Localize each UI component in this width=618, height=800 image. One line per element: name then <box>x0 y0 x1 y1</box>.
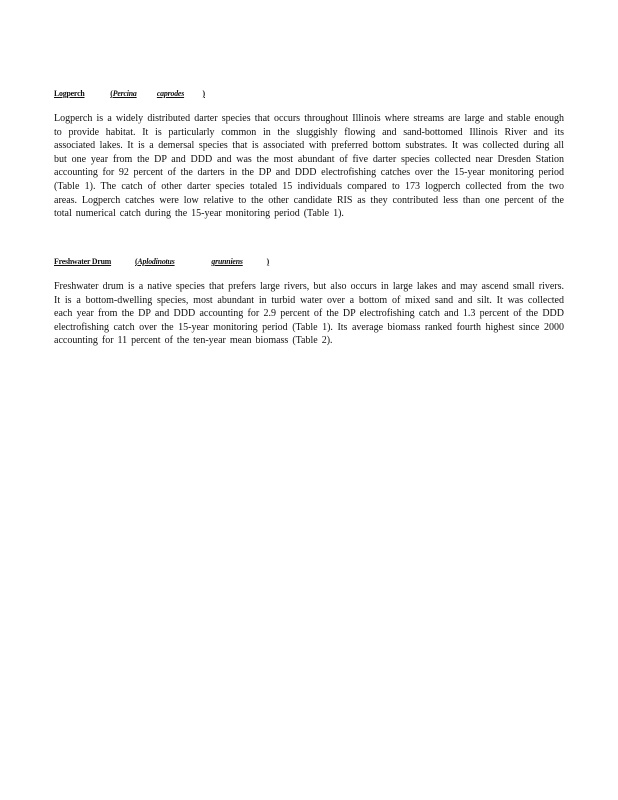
heading-common-name: Freshwater Drum <box>54 256 112 266</box>
heading-open-paren: ( <box>135 256 138 266</box>
heading-close-paren: ) <box>266 256 270 266</box>
heading-species: caprodes <box>156 88 185 98</box>
logperch-section <box>54 88 564 221</box>
section-heading <box>54 88 523 98</box>
section-paragraph: Freshwater drum is a native species that prefers large rivers, but also occurs in large lakes and may ascend small rivers. It is a bottom-dwelling species, most abundant in turbid water over a bottom of mixed sand and silt. It was collected each year from the DP and DDD accounting for 2.9 percent of the DP electrofishing catch and 1.3 percent of the DDD electrofishing catch over the 15-year monitoring period (Table 1). Its average biomass ranked fourth highest since 2000 accounting for 11 percent of the ten-year mean biomass (Table 2). <box>54 281 564 347</box>
heading-common-name: Logperch <box>54 88 85 98</box>
heading-species: grunniens <box>211 256 243 266</box>
section-paragraph: Logperch is a widely distributed darter species that occurs throughout Illinois where streams are large and stable enough to provide habitat. It is particularly common in the sluggishly flowing and sand-bottomed Illinois River and its associated lakes. It is a demersal species that is associated with preferred bottom substrates. It was collected during all but one year from the DP and DDD and was the most abundant of five darter species collected near Dresden Station accounting for 92 percent of the darters in the DP and DDD electrofishing catches over the 15-year monitoring period (Table 1). The catch of other darter species totaled 15 individuals compared to 173 logperch collected from the two areas. Logperch catches were low relative to the other candidate RIS as they contributed less than one percent of the total numerical catch during the 15-year monitoring period (Table 1). <box>54 113 564 220</box>
freshwater-drum-section <box>54 256 564 348</box>
section-heading <box>54 256 523 266</box>
heading-open-paren: ( <box>110 88 113 98</box>
heading-genus: Percina <box>112 88 137 98</box>
heading-genus: Aplodinotus <box>137 256 175 266</box>
heading-close-paren: ) <box>202 88 205 98</box>
